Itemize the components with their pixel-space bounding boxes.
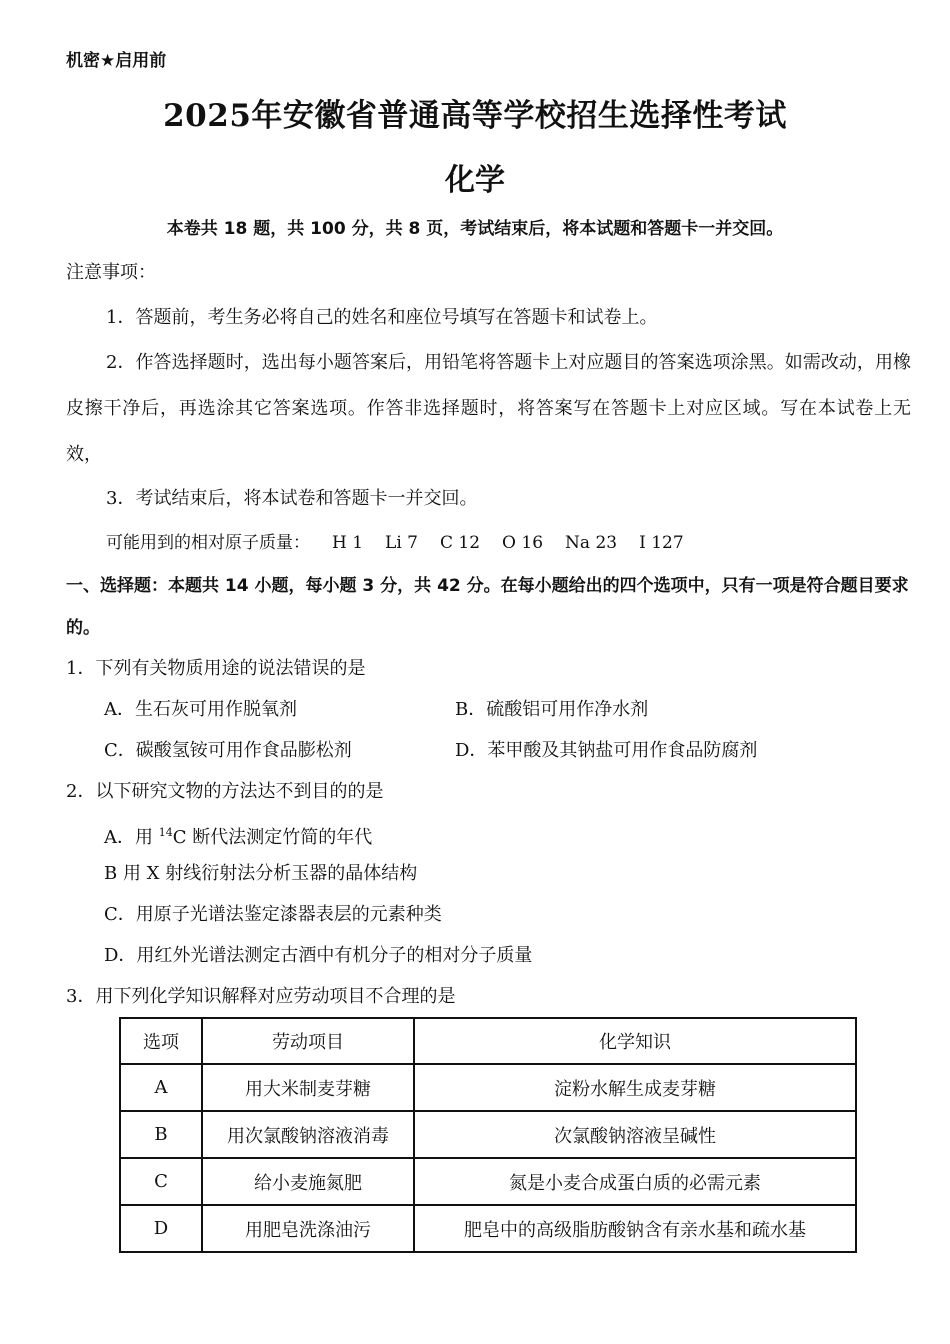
notice-heading: 注意事项： — [66, 262, 156, 283]
table-cell-labor: 用次氯酸钠溶液消毒 — [202, 1111, 414, 1158]
question-2-option-b: B 用 X 射线衍射法分析玉器的晶体结构 — [104, 863, 418, 884]
table-cell-option: D — [120, 1205, 202, 1252]
notice-item-3: 3．考试结束后，将本试卷和答题卡一并交回。 — [106, 488, 478, 509]
question-1-option-c: C．碳酸氢铵可用作食品膨松剂 — [104, 740, 352, 761]
question-1-stem: 1．下列有关物质用途的说法错误的是 — [66, 658, 366, 679]
atomic-mass-o: O 16 — [502, 533, 544, 553]
table-header-option: 选项 — [120, 1018, 202, 1064]
atomic-mass-h: H 1 — [332, 533, 364, 553]
table-row — [120, 1064, 856, 1111]
atomic-masses-label: 可能用到的相对原子质量： — [106, 533, 310, 553]
table-header-row — [120, 1018, 856, 1064]
notice-item-1: 1．答题前，考生务必将自己的姓名和座位号填写在答题卡和试卷上。 — [106, 307, 658, 328]
atomic-mass-na: Na 23 — [565, 533, 618, 553]
subject-title: 化学 — [445, 163, 505, 198]
table-row — [120, 1111, 856, 1158]
question-2-option-a-suffix: C 断代法测定竹简的年代 — [172, 827, 373, 848]
atomic-masses — [106, 520, 684, 566]
question-2-option-c: C．用原子光谱法鉴定漆器表层的元素种类 — [104, 904, 442, 925]
table-cell-labor: 给小麦施氮肥 — [202, 1158, 414, 1205]
table-row — [120, 1158, 856, 1205]
table-cell-option: A — [120, 1064, 202, 1111]
question-2-option-d: D．用红外光谱法测定古酒中有机分子的相对分子质量 — [104, 945, 533, 966]
table-cell-option: B — [120, 1111, 202, 1158]
isotope-mass-number: 14 — [158, 826, 173, 839]
notice-item-2: 2．作答选择题时，选出每小题答案后，用铅笔将答题卡上对应题目的答案选项涂黑。如需改动，用橡皮擦干净后，再选涂其它答案选项。作答非选择题时，将答案写在答题卡上对应区域。写在本试卷上无效， — [66, 352, 911, 465]
atomic-mass-li: Li 7 — [385, 533, 418, 553]
table-cell-knowledge: 淀粉水解生成麦芽糖 — [414, 1064, 856, 1111]
question-3-table — [119, 1017, 857, 1253]
question-3-stem: 3．用下列化学知识解释对应劳动项目不合理的是 — [66, 986, 456, 1007]
exam-summary: 本卷共 18 题，共 100 分，共 8 页，考试结束后，将本试题和答题卡一并交回。 — [166, 219, 784, 239]
question-1-option-b: B．硫酸铝可用作净水剂 — [455, 699, 649, 720]
exam-title: 2025年安徽省普通高等学校招生选择性考试 — [163, 98, 787, 134]
section-heading: 一、选择题：本题共 14 小题，每小题 3 分，共 42 分。在每小题给出的四个选项中，只有一项是符合题目要求的。 — [66, 576, 909, 638]
table-cell-option: C — [120, 1158, 202, 1205]
atomic-mass-i: I 127 — [639, 533, 684, 553]
table-cell-knowledge: 肥皂中的高级脂肪酸钠含有亲水基和疏水基 — [414, 1205, 856, 1252]
table-header-knowledge: 化学知识 — [414, 1018, 856, 1064]
table-row — [120, 1205, 856, 1252]
confidential-mark: 机密★启用前 — [66, 51, 167, 71]
question-1-option-a: A．生石灰可用作脱氧剂 — [104, 699, 297, 720]
question-1-option-d: D．苯甲酸及其钠盐可用作食品防腐剂 — [455, 740, 758, 761]
table-cell-labor: 用大米制麦芽糖 — [202, 1064, 414, 1111]
table-header-labor: 劳动项目 — [202, 1018, 414, 1064]
atomic-mass-c: C 12 — [440, 533, 481, 553]
table-cell-labor: 用肥皂洗涤油污 — [202, 1205, 414, 1252]
question-2-option-a-prefix: A．用 — [104, 827, 159, 848]
table-cell-knowledge: 氮是小麦合成蛋白质的必需元素 — [414, 1158, 856, 1205]
table-cell-knowledge: 次氯酸钠溶液呈碱性 — [414, 1111, 856, 1158]
question-2-stem: 2．以下研究文物的方法达不到目的的是 — [66, 781, 384, 802]
